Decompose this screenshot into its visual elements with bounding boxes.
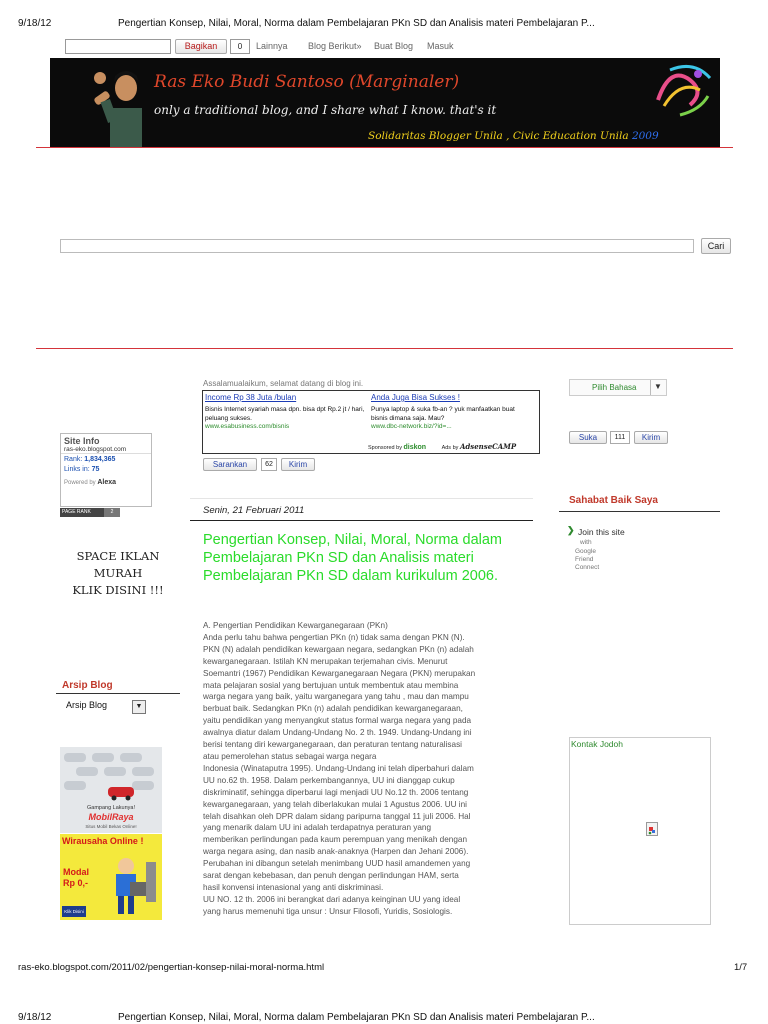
print-url: ras-eko.blogspot.com/2011/02/pengertian-konsep-nilai-moral-norma.html (18, 962, 325, 973)
ad-1[interactable] (205, 393, 365, 430)
site-info-widget[interactable] (60, 433, 152, 507)
rank-label: Rank: (64, 456, 83, 463)
archive-select-value[interactable]: Arsip Blog (66, 700, 108, 710)
friends-heading: Sahabat Baik Saya (569, 495, 658, 506)
join-with: with (580, 539, 592, 546)
contact-widget[interactable] (569, 737, 711, 925)
gfc-services (575, 548, 599, 572)
date-divider (190, 520, 533, 521)
date-divider-top (190, 498, 533, 499)
navbar-search-input[interactable] (65, 39, 171, 54)
site-info-links (61, 463, 151, 473)
header-banner[interactable] (50, 58, 720, 147)
site-info-domain: ras-eko.blogspot.com (61, 446, 151, 454)
share-count: 0 (230, 39, 250, 54)
like-label: Suka (578, 433, 598, 442)
banner-title: Ras Eko Budi Santoso (Marginaler) (154, 72, 460, 92)
search-button[interactable] (701, 238, 731, 254)
like-count: 111 (610, 431, 630, 444)
archive-divider (56, 693, 180, 694)
banner-tagline-year: 2009 (631, 130, 659, 142)
search-button-label: Cari (707, 241, 725, 251)
language-select[interactable] (569, 379, 667, 396)
print-date-next: 9/18/12 (18, 1012, 52, 1023)
author-photo (90, 64, 150, 147)
powered-by (61, 473, 151, 486)
broken-image-icon (646, 822, 658, 836)
like-send-label: Kirim (641, 433, 661, 442)
language-select-divider (650, 380, 651, 395)
sign-in-link[interactable]: Masuk (427, 41, 454, 51)
post-body: A. Pengertian Pendidikan Kewarganegaraan (PKn) Anda perlu tahu bahwa pengertian PKn (n) tidak sama dengan PKN (N). PKN (N) adalah pendidikan kewargaan negara, sedangkan PKn (n) adalah kewarganegaraan. Istilah KN merupakan terjemahan civis. Menurut Soemantri (1967) Pendidikan Kewarganegaraan Negara (PKN) merupakan mata pelajaran sosial yang bertujuan untuk membentuk atau membina warga negara yang baik, yaitu warganegara yang tahu , mau dan mampu berbuat baik. Sedangkan PKn (n) adalah pendidikan kewarganegaraan, yaitu pendidikan yang menyangkut status formal warga negara yang pada awalnya diatur dalam Undang-Undang No. 2 th. 1949. Undang-Undang ini berisi tentang diri kewarganegaraan, dan peraturan tentang naturalisasi atau pemerolehan status sebagai warga negara Indonesia (Winataputra 1995). Undang-Undang ini telah diperbahuri dalam UU no.62 th. 1958. Dalam perkembangannya, UU ini dianggap cukup diskriminatif, sehingga diperbarui lagi menjadi UU No.12 th. 2006 tentang kewarganegaraan, yang telah diberlakukan mulai 1 Agustus 2006. UU ini telah disahkan oleh DPR dalam sidang paripurna tanggal 11 juli 2006. Hal yang menarik dalam UU ini adalah terdapatnya peraturan yang memberikan perlindungan pada kaum perempuan yang menikah dengan warga negara asing, dan nasib anak-anaknya (Harpen dan Jehani 2006). Perubahan ini dibangun setelah menimbang UUD hasil amandemen yang sarat dengan kebebasan, dan penuh dengan perlindungan HAM, serta hasil konvensi intenasional yang anti diskriminasi. UU NO. 12 th. 2006 ini berangkat dari adanya keinginan UU yang ideal yang harus memenuhi tiga unsur : Unsur Filosofi, Yuridis, Sosiologis. (203, 621, 476, 916)
join-site-link[interactable]: Join this site (578, 527, 625, 537)
ads-brand: AdsenseCAMP (459, 442, 517, 451)
post-date: Senin, 21 Februari 2011 (203, 505, 305, 516)
sponsored-label: Sponsored by (368, 445, 402, 451)
contact-heading: Kontak Jodoh (571, 739, 623, 749)
powered-label: Powered by (64, 480, 96, 486)
mobilraya-tag: Situs Mobil Bekas Online! (85, 824, 137, 829)
space-ad-link[interactable] (60, 548, 176, 599)
rank-value: 1,834,365 (84, 456, 116, 463)
recommend-send-button[interactable] (281, 458, 315, 471)
search-input[interactable] (60, 239, 694, 253)
greeting-text: Assalamualaikum, selamat datang di blog ini. (203, 379, 364, 388)
pagerank-label: PAGE RANK (62, 509, 91, 515)
next-blog-link[interactable]: Blog Berikut» (308, 41, 362, 51)
recommend-count: 62 (261, 458, 277, 471)
ad-1-title[interactable]: Income Rp 38 Juta /bulan (205, 393, 297, 402)
links-label: Links in: (64, 466, 90, 473)
recommend-button[interactable] (203, 458, 257, 471)
mobilraya-line1: Gampang Lakunya! (86, 805, 135, 811)
print-page-number: 1/7 (734, 962, 748, 973)
wirausaha-modal: Modal (63, 867, 89, 877)
links-value: 75 (91, 466, 100, 473)
archive-dropdown-icon[interactable]: ▼ (132, 700, 146, 714)
like-send-button[interactable] (634, 431, 668, 444)
ad-2-title[interactable]: Anda Juga Bisa Sukses ! (371, 393, 460, 402)
language-dropdown-icon: ▼ (654, 382, 662, 391)
space-ad-line1: SPACE IKLAN (76, 549, 160, 563)
banner-tagline (368, 130, 659, 142)
gfc-friend: Friend (575, 556, 594, 563)
ad-1-text: Bisnis Internet syariah masa dpn. bisa dpt Rp.2 jt / hari, peluang sukses. (205, 406, 365, 422)
share-label: Bagikan (184, 41, 218, 51)
site-info-rank (61, 454, 151, 463)
wirausaha-title: Wirausaha Online ! (62, 836, 144, 846)
header-divider (36, 147, 733, 148)
gfc-google: Google (575, 548, 596, 555)
pagerank-badge[interactable] (60, 508, 120, 517)
language-label: Pilih Bahasa (592, 383, 637, 392)
space-ad-line3: KLIK DISINI !!! (72, 583, 164, 597)
gfc-connect: Connect (575, 564, 600, 571)
archive-heading: Arsip Blog (62, 680, 113, 691)
ad-footer (368, 442, 516, 451)
swirl-decoration (650, 60, 716, 122)
alexa-logo: Alexa (97, 479, 117, 486)
print-title: Pengertian Konsep, Nilai, Moral, Norma dalam Pembelajaran PKn SD dan Analisis materi Pembelajaran P... (118, 18, 595, 29)
like-button[interactable] (569, 431, 607, 444)
wirausaha-amount: Rp 0,- (63, 878, 89, 888)
recommend-label: Sarankan (212, 460, 248, 469)
content-divider (36, 348, 733, 349)
friends-divider (559, 511, 720, 512)
ad-2[interactable] (371, 393, 531, 430)
join-icon: ❯ (567, 525, 575, 535)
wirausaha-ad[interactable] (60, 834, 162, 920)
wirausaha-button[interactable]: Klik Disini (62, 906, 86, 917)
sponsor-name: diskon (403, 444, 427, 451)
create-blog-link[interactable]: Buat Blog (374, 41, 414, 51)
post-title[interactable]: Pengertian Konsep, Nilai, Moral, Norma dalam Pembelajaran PKn SD dan Analisis materi Pembelajaran PKn SD dalam kurikulum 2006. (203, 532, 502, 584)
ad-2-url[interactable]: www.dbc-network.biz/?id=... (371, 423, 452, 430)
mobilraya-brand: MobilRaya (88, 812, 134, 822)
banner-subtitle: only a traditional blog, and I share what I know. that's it (154, 103, 497, 117)
print-title-next: Pengertian Konsep, Nilai, Moral, Norma dalam Pembelajaran PKn SD dan Analisis materi Pembelajaran P... (118, 1012, 595, 1023)
banner-tagline-a: Solidaritas Blogger Unila , (368, 130, 510, 142)
ad-1-url[interactable]: www.esabusiness.com/bisnis (205, 423, 290, 430)
businessman-illustration (100, 852, 160, 920)
adsense-box[interactable] (202, 390, 540, 454)
site-info-title: Site Info (64, 436, 100, 446)
pagerank-value: 2 (104, 508, 120, 517)
space-ad-line2: MURAH (93, 566, 143, 580)
ad-2-text: Punya laptop & suka fb-an ? yuk manfaatkan buat bisnis dimana saja. Mau? (371, 406, 515, 422)
banner-tagline-b: Civic Education Unila (512, 130, 629, 142)
more-link[interactable]: Lainnya (256, 41, 288, 51)
recommend-send-label: Kirim (288, 460, 308, 469)
print-date: 9/18/12 (18, 18, 52, 29)
mobilraya-ad[interactable] (60, 747, 162, 833)
share-button[interactable] (175, 39, 227, 54)
ads-by-label: Ads by (441, 445, 459, 451)
